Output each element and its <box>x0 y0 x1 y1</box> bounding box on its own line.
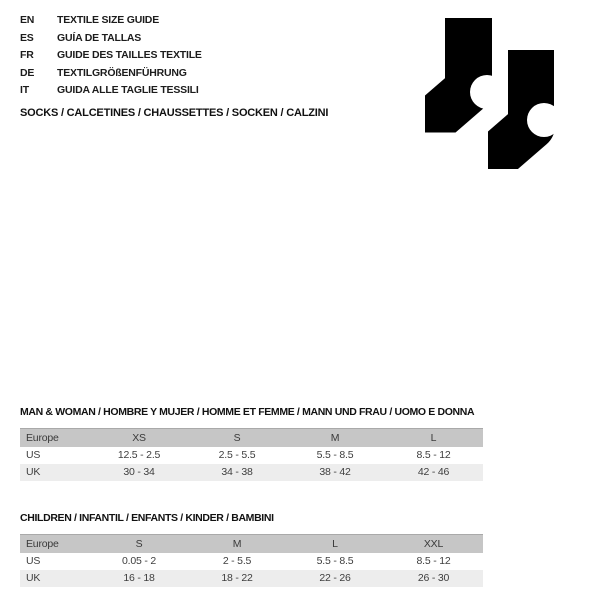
size-value: 38 - 42 <box>286 464 384 481</box>
language-code: EN <box>20 14 35 26</box>
table-row-us <box>20 447 483 464</box>
column-header-l: L <box>286 535 384 553</box>
size-value: 42 - 46 <box>384 464 483 481</box>
language-label: GUIDE DES TAILLES TEXTILE <box>57 49 202 61</box>
table-row-us <box>20 553 483 570</box>
column-header-l: L <box>384 429 483 447</box>
table-header-row <box>20 535 483 553</box>
size-value: 18 - 22 <box>188 570 286 587</box>
column-header-s: S <box>90 535 188 553</box>
size-value: 26 - 30 <box>384 570 483 587</box>
size-value: 8.5 - 12 <box>416 449 451 461</box>
language-label: GUÍA DE TALLAS <box>57 31 142 44</box>
man-woman-table-title: MAN & WOMAN / HOMBRE Y MUJER / HOMME ET FEMME / MANN UND FRAU / UOMO E DONNA <box>20 406 475 418</box>
table-row-uk <box>20 464 483 481</box>
size-value: 12.5 - 2.5 <box>117 449 161 461</box>
size-value: 2 - 5.5 <box>222 555 252 567</box>
language-list <box>20 12 202 100</box>
language-code: ES <box>20 31 34 44</box>
region-label: US <box>26 555 41 567</box>
language-row-it <box>20 82 202 100</box>
size-value: 0.05 - 2 <box>121 555 156 567</box>
size-value: 5.5 - 8.5 <box>316 555 354 567</box>
size-value: 5.5 - 8.5 <box>316 449 354 461</box>
table-header-row <box>20 429 483 447</box>
region-label: UK <box>20 464 90 481</box>
language-code: DE <box>20 66 35 79</box>
language-code: FR <box>20 49 34 61</box>
language-label: TEXTILGRÖßENFÜHRUNG <box>57 66 187 79</box>
column-header-m: M <box>188 535 286 553</box>
children-section <box>20 511 484 587</box>
column-header-s: S <box>188 429 286 447</box>
size-value: 16 - 18 <box>90 570 188 587</box>
language-row-de <box>20 65 202 83</box>
man-woman-section <box>20 405 484 481</box>
language-row-fr <box>20 47 202 65</box>
man-woman-size-table <box>20 428 483 481</box>
size-value: 8.5 - 12 <box>416 555 451 567</box>
language-row-en <box>20 12 202 30</box>
column-header-europe: Europe <box>20 429 90 447</box>
size-value: 30 - 34 <box>90 464 188 481</box>
column-header-xs: XS <box>90 429 188 447</box>
column-header-m: M <box>286 429 384 447</box>
column-header-europe: Europe <box>20 535 90 553</box>
children-size-table <box>20 534 483 587</box>
column-header-xxl: XXL <box>384 535 483 553</box>
language-label: TEXTILE SIZE GUIDE <box>57 14 159 26</box>
region-label: US <box>26 449 41 461</box>
size-value: 34 - 38 <box>188 464 286 481</box>
sock-back <box>431 18 492 122</box>
region-label: UK <box>20 570 90 587</box>
socks-icon <box>398 8 570 193</box>
category-title: SOCKS / CALCETINES / CHAUSSETTES / SOCKEN / CALZINI <box>20 107 329 119</box>
language-row-es <box>20 30 202 48</box>
children-table-title: CHILDREN / INFANTIL / ENFANTS / KINDER / BAMBINI <box>20 512 274 524</box>
language-label: GUIDA ALLE TAGLIE TESSILI <box>57 84 199 96</box>
table-row-uk <box>20 570 483 587</box>
size-value: 2.5 - 5.5 <box>218 449 256 461</box>
language-code: IT <box>20 84 29 96</box>
size-value: 22 - 26 <box>286 570 384 587</box>
